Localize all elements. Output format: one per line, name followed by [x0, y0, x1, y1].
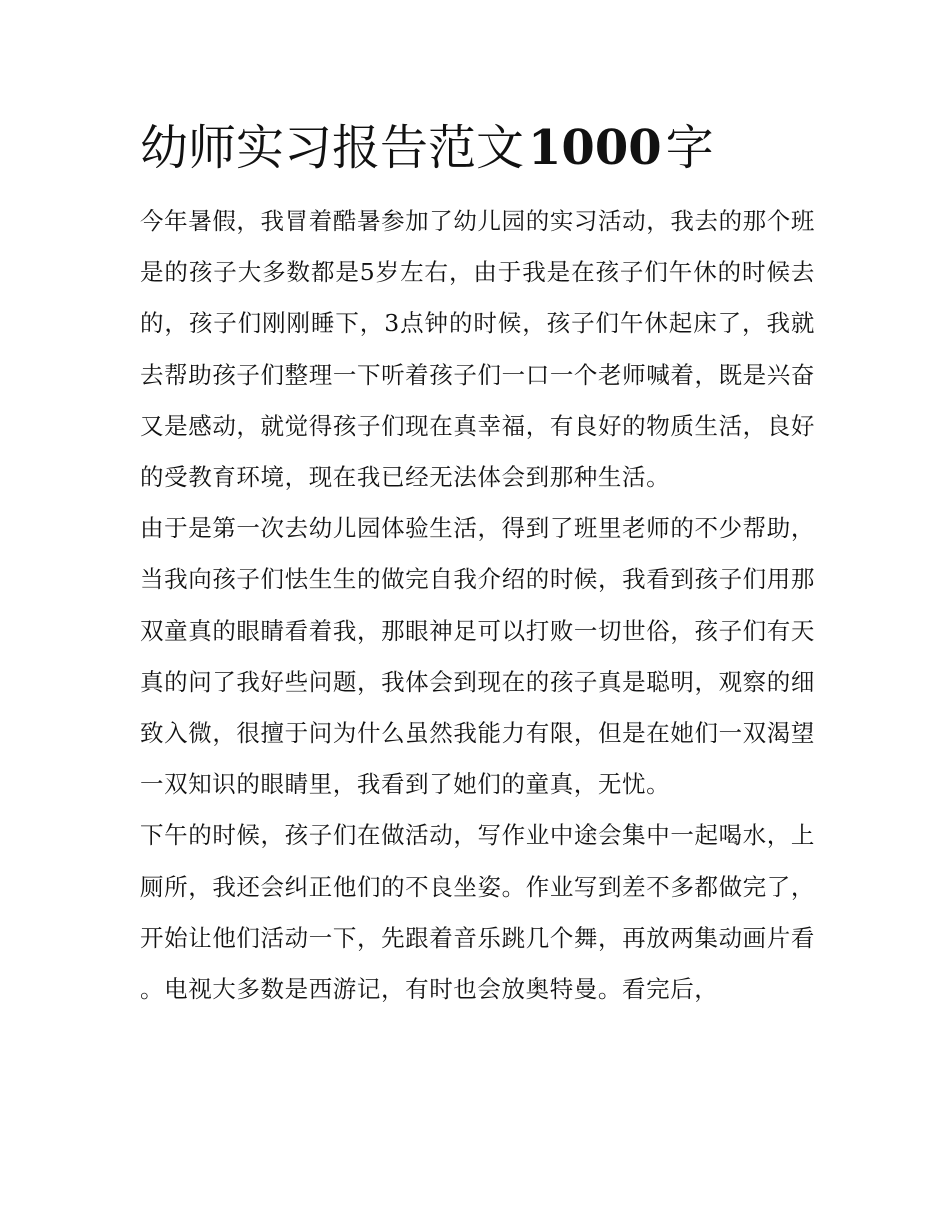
document-body — [140, 196, 815, 1015]
paragraph-3: 下午的时候，孩子们在做活动，写作业中途会集中一起喝水，上厕所，我还会纠正他们的不良坐姿。作业写到差不多都做完了，开始让他们活动一下，先跟着音乐跳几个舞，再放两集动画片看。电视大多数是西游记，有时也会放奥特曼。看完后， — [140, 821, 815, 1004]
paragraph-2: 由于是第一次去幼儿园体验生活，得到了班里老师的不少帮助，当我向孩子们怯生生的做完自我介绍的时候，我看到孩子们用那双童真的眼睛看着我，那眼神足可以打败一切世俗，孩子们有天真的问了我好些问题，我体会到现在的孩子真是聪明，观察的细致入微，很擅于问为什么虽然我能力有限，但是在她们一双渴望一双知识的眼睛里，我看到了她们的童真，无忧。 — [140, 514, 815, 799]
title-suffix: 字 — [665, 120, 714, 176]
document-title — [140, 116, 714, 180]
title-text: 幼师实习报告范文 — [140, 120, 525, 176]
title-number: 1000 — [528, 120, 662, 176]
paragraph-1: 今年暑假，我冒着酷暑参加了幼儿园的实习活动，我去的那个班是的孩子大多数都是5岁左右，由于我是在孩子们午休的时候去的，孩子们刚刚睡下，3点钟的时候，孩子们午休起床了，我就去帮助孩子们整理一下听着孩子们一口一个老师喊着，既是兴奋又是感动，就觉得孩子们现在真幸福，有良好的物质生活，良好的受教育环境，现在我已经无法体会到那种生活。 — [140, 207, 815, 492]
